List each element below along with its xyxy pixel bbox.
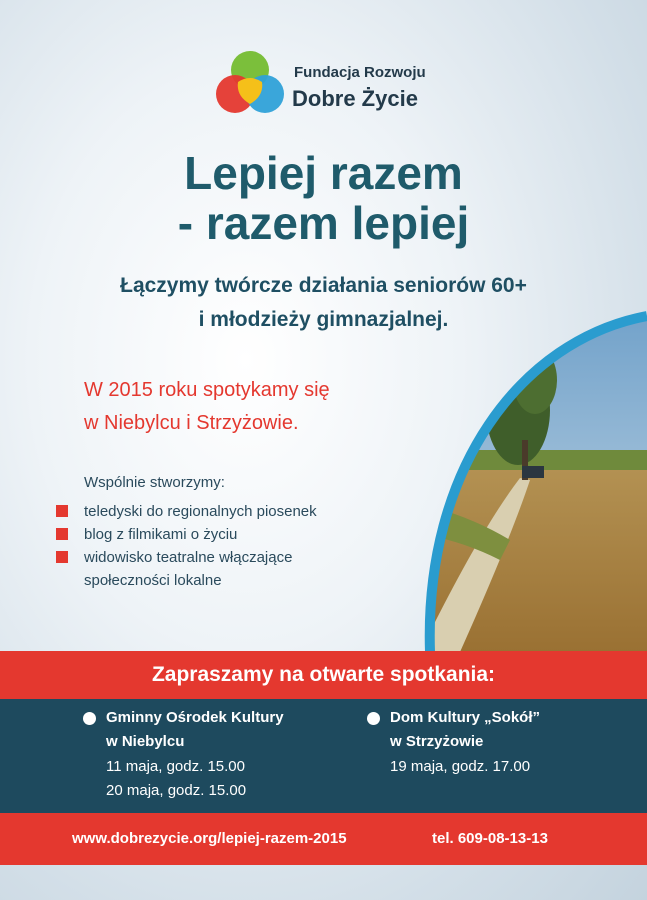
venue1-date: 20 maja, godz. 15.00 bbox=[106, 782, 247, 799]
red-square-bullet-icon bbox=[56, 551, 68, 563]
footer-banner bbox=[0, 813, 647, 865]
list-item: blog z filmikami o życiu bbox=[56, 523, 317, 546]
website-url[interactable]: www.dobrezycie.org/lepiej-razem-2015 bbox=[72, 830, 347, 847]
subtitle-line2: i młodzieży gimnazjalnej. bbox=[198, 308, 449, 331]
venue2-name: Dom Kultury „Sokół” bbox=[390, 709, 541, 726]
subtitle-line1: Łączymy twórcze działania seniorów 60+ bbox=[120, 274, 527, 297]
organization-name-main: Dobre Życie bbox=[292, 86, 418, 111]
headline-line2: - razem lepiej bbox=[177, 197, 470, 249]
venue2-location: w Strzyżowie bbox=[390, 733, 484, 750]
invite-banner bbox=[0, 651, 647, 699]
headline-line1: Lepiej razem bbox=[184, 147, 463, 199]
meeting-info-line1: W 2015 roku spotykamy się bbox=[84, 379, 330, 401]
meeting-info-line2: w Niebylcu i Strzyżowie. bbox=[84, 412, 299, 434]
activities-list bbox=[56, 500, 317, 592]
venue1-date: 11 maja, godz. 15.00 bbox=[106, 758, 245, 775]
list-item: teledyski do regionalnych piosenek bbox=[56, 500, 317, 523]
countryside-photo bbox=[400, 300, 647, 652]
venue2-date: 19 maja, godz. 17.00 bbox=[390, 758, 531, 775]
red-square-bullet-icon bbox=[56, 505, 68, 517]
phone-number[interactable]: tel. 609-08-13-13 bbox=[432, 830, 548, 847]
invite-heading: Zapraszamy na otwarte spotkania: bbox=[151, 663, 496, 686]
bullet-dot-icon bbox=[367, 712, 380, 725]
venues-panel bbox=[0, 699, 647, 813]
organization-name-top: Fundacja Rozwoju bbox=[294, 64, 426, 81]
foundation-logo bbox=[208, 44, 292, 124]
list-item: widowisko teatralne włączające bbox=[56, 546, 317, 569]
together-heading: Wspólnie stworzymy: bbox=[84, 474, 225, 491]
red-square-bullet-icon bbox=[56, 528, 68, 540]
list-item-continuation: społeczności lokalne bbox=[84, 572, 222, 589]
venue1-name: Gminny Ośrodek Kultury bbox=[106, 709, 284, 726]
venue1-location: w Niebylcu bbox=[106, 733, 185, 750]
bullet-dot-icon bbox=[83, 712, 96, 725]
